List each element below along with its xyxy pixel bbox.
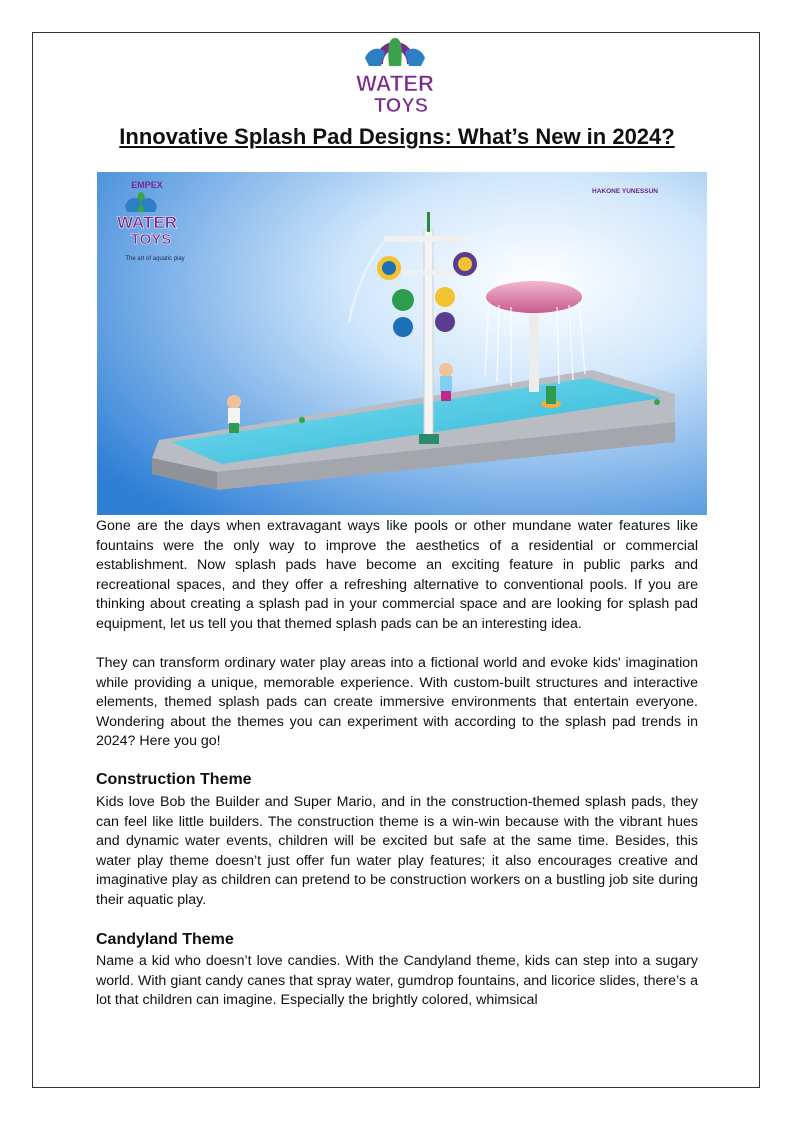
logo-line1: WATER bbox=[356, 71, 434, 96]
intro-paragraph-1: Gone are the days when extravagant ways like pools or other mundane water features like fountains were the only way to improve the aesthetics of a residential or commercial establishment. Now splash pads have become an exciting feature in public parks and recreational spaces, and they offer a refreshing alternative to conventional pools. If you are thinking about creating a splash pad in your commercial space and are looking for splash pad equipment, let us tell you that themed splash pads can be an interesting idea. bbox=[96, 518, 698, 632]
hero-brand-line1: WATER bbox=[116, 213, 178, 232]
hero-project-label: HAKONE YUNESSUN bbox=[592, 188, 658, 195]
section-heading-candyland: Candyland Theme bbox=[96, 931, 234, 948]
child-figure-left bbox=[227, 395, 241, 433]
section-text-candyland: Name a kid who doesn’t love candies. With the Candyland theme, kids can step into a sugary world. With giant candy canes that spray water, gumdrop fountains, and licorice slides, there’s a lot that children can imagine. Especially the brightly colored, whimsical bbox=[96, 953, 698, 1009]
hero-brand-arc: EMPEX bbox=[131, 180, 163, 190]
child-figure-right bbox=[439, 363, 453, 401]
hero-tagline: The art of aquatic play bbox=[125, 256, 185, 262]
intro-paragraph-2: They can transform ordinary water play areas into a fictional world and evoke kids' imagination while providing a unique, memorable experience. With custom-built structures and interactive elements, themed splash pads can create immersive environments that entertain everyone. Wondering about the themes you can experiment with according to the splash pad trends in 2024? Here you go! bbox=[96, 655, 698, 750]
fountain-icon bbox=[365, 38, 425, 66]
hero-image bbox=[97, 172, 707, 515]
hero-brand-line2: TOYS bbox=[130, 231, 172, 248]
logo-line2: TOYS bbox=[373, 95, 429, 117]
water-toys-logo bbox=[345, 36, 445, 118]
section-heading-construction: Construction Theme bbox=[96, 771, 252, 788]
page-title: Innovative Splash Pad Designs: What’s New in 2024? bbox=[119, 124, 675, 149]
section-text-construction: Kids love Bob the Builder and Super Mario, and in the construction-themed splash pads, they can feel like little builders. The construction theme is a win-win because with the vibrant hues and dynamic water events, children will be excited but safe at the same time. Besides, this water play theme doesn’t just offer fun water play features; it also encourages creative and imaginative play as children can pretend to be construction workers on a bustling job site during their aquatic play. bbox=[96, 794, 698, 908]
